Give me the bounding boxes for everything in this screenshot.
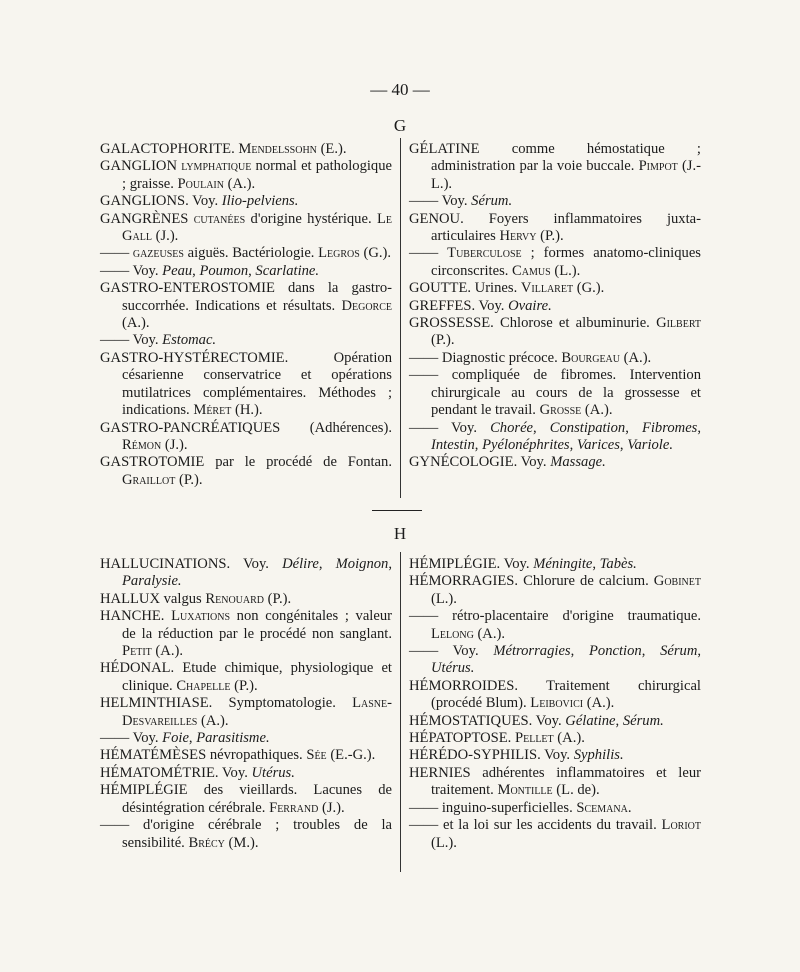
section-separator (372, 510, 422, 511)
index-entry: HÉPATOPTOSE. Pellet (A.). (409, 730, 585, 747)
index-entry: HÉDONAL. Etude chimique, physiologique et clinique. Chapelle (P.). (100, 660, 392, 694)
index-entry: —— Voy. Peau, Poumon, Scarlatine. (100, 262, 320, 279)
column-divider-h (400, 552, 401, 872)
index-entry: —— inguino-superficielles. Scemana. (409, 799, 632, 816)
index-entry: —— gazeuses aiguës. Bactériologie. Legros (G.). (100, 245, 392, 262)
index-entry: GASTRO-ENTEROSTOMIE dans la gastro-succorrhée. Indications et résultats. Degorce (A.). (100, 280, 392, 332)
section-letter-g: G (393, 116, 407, 135)
index-entry: GASTRO-PANCRÉATIQUES (Adhérences). Rémon (J.). (100, 419, 392, 453)
index-entry: HALLUX valgus Renouard (P.). (100, 590, 292, 607)
index-entry: —— Voy. Chorée, Constipation, Fibromes, Intestin, Pyélonéphrites, Varices, Variole. (409, 419, 702, 453)
index-entry: HELMINTHIASE. Symptomatologie. Lasne-Desvareilles (A.). (100, 695, 392, 729)
index-column-h-right (409, 556, 701, 852)
index-entry: HERNIES adhérentes inflammatoires et leur traitement. Montille (L. de). (409, 764, 701, 799)
index-entry: GÉLATINE comme hémostatique ; administration par la voie buccale. Pimpot (J.-L.). (409, 141, 701, 192)
index-entry: —— compliquée de fibromes. Intervention chirurgicale au cours de la grossesse et pendant le travail. Grosse (A.). (409, 367, 701, 419)
index-column-g-right (409, 141, 701, 472)
index-entry: GALACTOPHORITE. Mendelssohn (E.). (100, 141, 347, 157)
index-entry: HÉMIPLÉGIE. Voy. Méningite, Tabès. (409, 556, 637, 572)
section-letter-h: H (393, 524, 407, 543)
index-entry: HÉMOSTATIQUES. Voy. Gélatine, Sérum. (409, 712, 664, 729)
index-column-h-left (100, 556, 392, 852)
index-entry: —— et la loi sur les accidents du travail. Loriot (L.). (409, 817, 701, 851)
index-entry: GROSSESSE. Chlorose et albuminurie. Gilbert (P.). (409, 315, 701, 349)
index-entry: —— Tuberculose ; formes anatomo-cliniques circonscrites. Camus (L.). (409, 245, 701, 279)
index-entry: HÉMORRAGIES. Chlorure de calcium. Gobinet (L.). (409, 573, 701, 607)
index-entry: GOUTTE. Urines. Villaret (G.). (409, 280, 605, 297)
index-entry: —— d'origine cérébrale ; troubles de la sensibilité. Brécy (M.). (100, 817, 392, 851)
index-entry: HÉMATOMÉTRIE. Voy. Utérus. (100, 764, 295, 781)
index-entry: —— Voy. Sérum. (409, 193, 513, 210)
index-entry: —— Voy. Métrorragies, Ponction, Sérum, Utérus. (409, 643, 702, 677)
index-entry: HÉMORROIDES. Traitement chirurgical (procédé Blum). Leibovici (A.). (409, 677, 701, 712)
index-entry: —— Voy. Foie, Parasitisme. (100, 730, 270, 747)
column-divider-g (400, 138, 401, 498)
index-entry: —— Voy. Estomac. (100, 332, 217, 349)
index-entry: GENOU. Foyers inflammatoires juxta-articulaires Hervy (P.). (409, 210, 701, 245)
index-entry: HALLUCINATIONS. Voy. Délire, Moignon, Paralysie. (100, 556, 392, 590)
index-entry: HÉMATÉMÈSES névropathiques. Sée (E.-G.). (100, 747, 376, 764)
index-entry: GREFFES. Voy. Ovaire. (409, 297, 552, 314)
index-entry: GASTROTOMIE par le procédé de Fontan. Graillot (P.). (100, 454, 392, 488)
index-entry: HANCHE. Luxations non congénitales ; valeur de la réduction par le procédé non sanglant. Petit (A.). (100, 608, 392, 660)
index-entry: GYNÉCOLOGIE. Voy. Massage. (409, 454, 606, 471)
index-entry: HÉMIPLÉGIE des vieillards. Lacunes de désintégration cérébrale. Ferrand (J.). (100, 782, 392, 816)
page-number: — 40 — (370, 80, 430, 99)
index-entry: GANGLION lymphatique normal et pathologique ; graisse. Poulain (A.). (100, 158, 392, 192)
index-entry: GASTRO-HYSTÉRECTOMIE. Opération césarienne conservatrice et opérations mutilatrices complémentaires. Méthodes ; indications. Méret (H.). (100, 349, 392, 419)
index-column-g-left (100, 141, 392, 489)
index-entry: —— Diagnostic précoce. Bourgeau (A.). (409, 349, 652, 366)
index-entry: GANGLIONS. Voy. Ilio-pelviens. (100, 193, 299, 210)
index-entry: GANGRÈNES cutanées d'origine hystérique. Le Gall (J.). (100, 210, 392, 245)
index-entry: —— rétro-placentaire d'origine traumatique. Lelong (A.). (409, 608, 701, 642)
index-entry: HÉRÉDO-SYPHILIS. Voy. Syphilis. (409, 747, 624, 764)
